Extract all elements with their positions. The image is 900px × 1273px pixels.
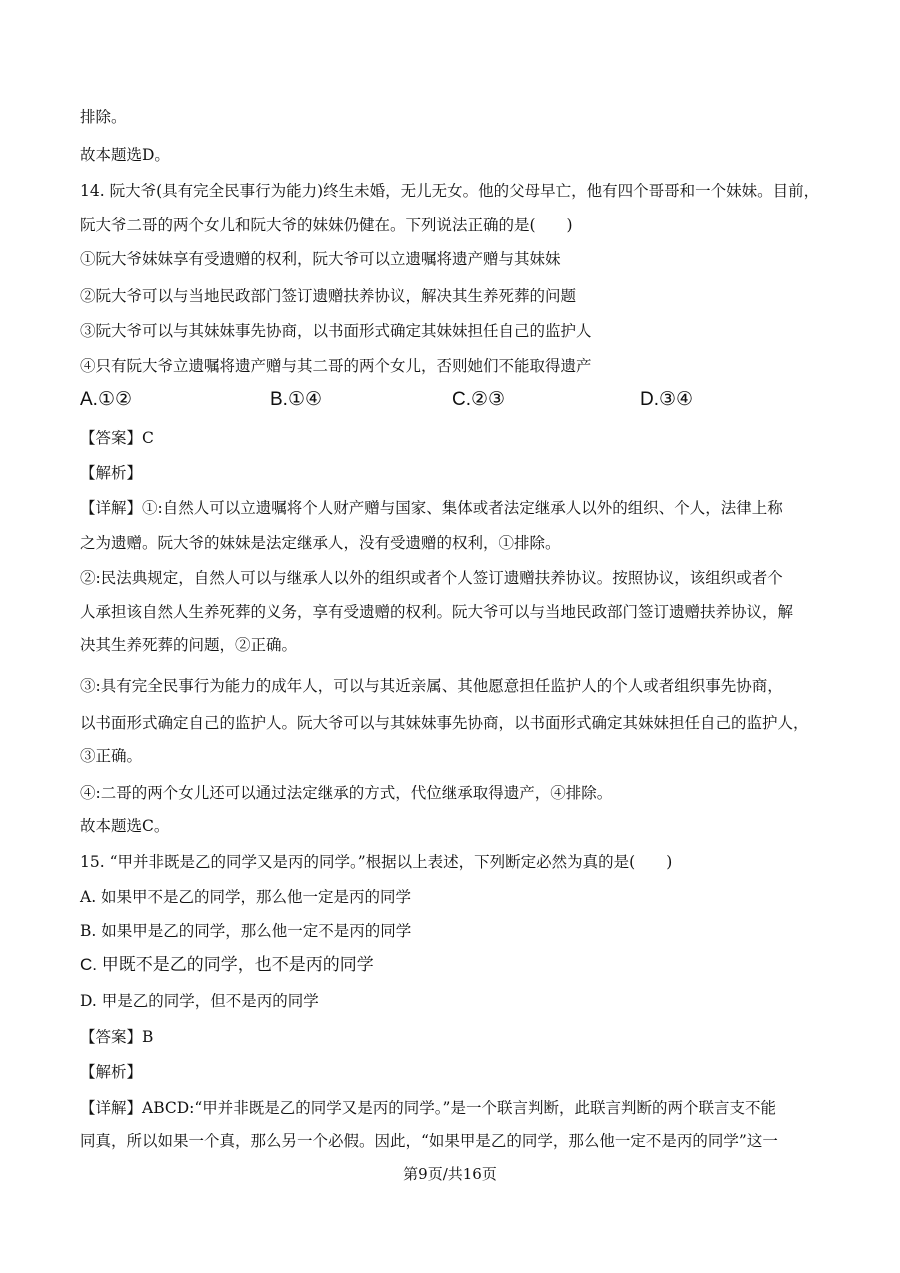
answer-label: 【答案】C [80,429,154,447]
question-14-statement: ①阮大爷妹妹享有受遗赠的权利，阮大爷可以立遗嘱将遗产赠与其妹妹 [80,250,561,268]
explanation-line: ③正确。 [80,747,143,765]
question-14-statement: ②阮大爷可以与当地民政部门签订遗赠扶养协议，解决其生养死葬的问题 [80,287,577,305]
question-14-statement: ③阮大爷可以与其妹妹事先协商，以书面形式确定其妹妹担任自己的监护人 [80,322,592,340]
text-line: 排除。 [80,108,127,126]
question-14-option-a: A.①② [80,389,133,410]
question-15-option-a: A. 如果甲不是乙的同学，那么他一定是丙的同学 [80,888,412,906]
explanation-line: ②:民法典规定，自然人可以与继承人以外的组织或者个人签订遗赠扶养协议。按照协议，该组织或者个 [80,569,783,587]
explanation-line: 之为遗赠。阮大爷的妹妹是法定继承人，没有受遗赠的权利，①排除。 [80,534,561,552]
text-line: 故本题选D。 [80,146,170,164]
analysis-label: 【解析】 [80,1063,143,1081]
question-14-option-c: C.②③ [452,389,506,410]
question-14-stem: 阮大爷二哥的两个女儿和阮大爷的妹妹仍健在。下列说法正确的是( ) [80,216,573,234]
text-line: 故本题选C。 [80,817,170,835]
question-15-stem: 15. “甲并非既是乙的同学又是丙的同学。”根据以上表述，下列断定必然为真的是( ) [80,853,673,871]
question-14-statement: ④只有阮大爷立遗嘱将遗产赠与其二哥的两个女儿，否则她们不能取得遗产 [80,357,592,375]
explanation-line: ③:具有完全民事行为能力的成年人，可以与其近亲属、其他愿意担任监护人的个人或者组织事先协商， [80,677,783,695]
explanation-line: 【详解】①:自然人可以立遗嘱将个人财产赠与国家、集体或者法定继承人以外的组织、个人，法律上称 [80,499,783,517]
page-number-footer: 第9页/共16页 [403,1165,497,1183]
answer-label: 【答案】B [80,1028,154,1046]
explanation-line: ④:二哥的两个女儿还可以通过法定继承的方式，代位继承取得遗产，④排除。 [80,784,613,802]
question-15-option-b: B. 如果甲是乙的同学，那么他一定不是丙的同学 [80,922,412,940]
explanation-line: 以书面形式确定自己的监护人。阮大爷可以与其妹妹事先协商，以书面形式确定其妹妹担任自己的监护人， [80,714,809,732]
question-15-option-d: D. 甲是乙的同学，但不是丙的同学 [80,992,319,1010]
explanation-line: 【详解】ABCD:“甲并非既是乙的同学又是丙的同学。”是一个联言判断，此联言判断的两个联言支不能 [80,1099,776,1117]
question-14-stem: 14. 阮大爷(具有完全民事行为能力)终生未婚，无儿无女。他的父母早亡，他有四个哥哥和一个妹妹。目前， [80,182,820,200]
analysis-label: 【解析】 [80,464,143,482]
question-14-option-b: B.①④ [270,389,323,410]
explanation-line: 决其生养死葬的问题，②正确。 [80,636,298,654]
question-15-option-c: C. 甲既不是乙的同学，也不是丙的同学 [80,955,374,974]
explanation-line: 同真，所以如果一个真，那么另一个必假。因此，“如果甲是乙的同学，那么他一定不是丙的同学”这一 [80,1132,778,1150]
question-14-option-d: D.③④ [640,389,694,410]
explanation-line: 人承担该自然人生养死葬的义务，享有受遗赠的权利。阮大爷可以与当地民政部门签订遗赠扶养协议，解 [80,603,794,621]
